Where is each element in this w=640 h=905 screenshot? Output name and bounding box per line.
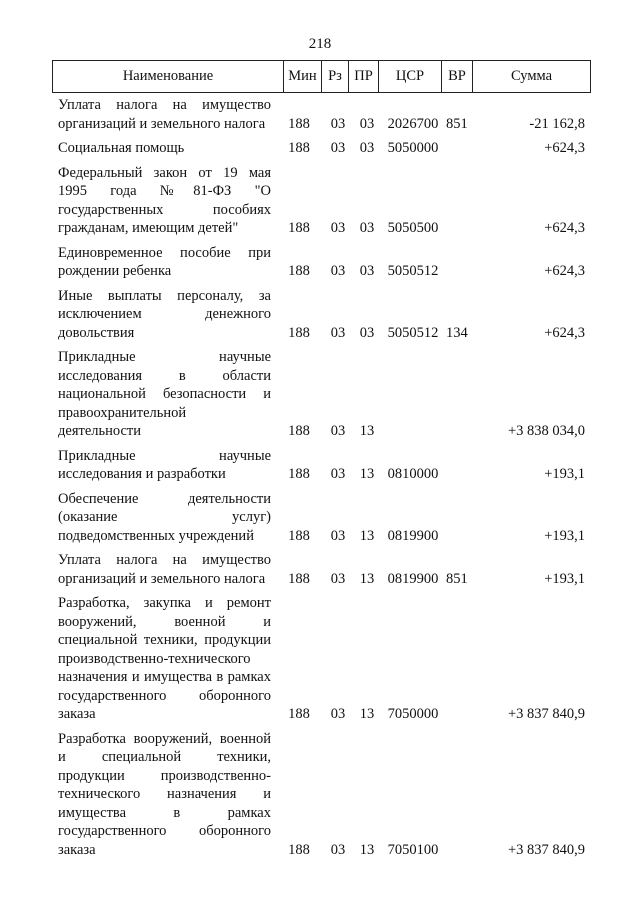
row-pr: 03 xyxy=(359,140,375,156)
table-row xyxy=(52,447,591,484)
row-min: 188 xyxy=(288,423,310,439)
row-csr: 7050100 xyxy=(387,841,439,858)
header-sum: Сумма xyxy=(510,68,553,84)
table-row xyxy=(52,490,591,546)
row-min: 188 xyxy=(288,220,310,236)
row-name: Иные выплаты персоналу, за исключением денежного довольствия xyxy=(58,287,271,341)
table-row xyxy=(52,164,591,238)
table-header xyxy=(52,60,591,93)
row-vr: 134 xyxy=(446,324,468,341)
row-rz: 03 xyxy=(330,263,346,279)
row-csr: 0819900 xyxy=(387,570,439,587)
row-name: Уплата налога на имущество организаций и земельного налога xyxy=(58,97,271,132)
header-rz: Рз xyxy=(322,61,349,92)
row-min: 188 xyxy=(288,324,310,341)
row-pr: 03 xyxy=(359,324,375,341)
row-pr: 13 xyxy=(359,527,375,544)
row-rz: 03 xyxy=(330,527,346,544)
row-sum: +193,1 xyxy=(544,466,585,482)
row-csr: 5050500 xyxy=(387,220,439,236)
row-csr: 5050512 xyxy=(387,263,439,279)
row-sum: -21 162,8 xyxy=(529,115,585,132)
page-number: 218 xyxy=(308,36,332,52)
row-rz: 03 xyxy=(330,841,346,858)
row-csr: 5050512 xyxy=(387,324,439,341)
row-rz: 03 xyxy=(330,140,346,156)
row-sum: +624,3 xyxy=(544,263,585,279)
row-name: Федеральный закон от 19 мая 1995 года №81-ФЗ "О государственных пособиях гражданам, имеющим детей" xyxy=(58,164,271,236)
row-sum: +3 837 840,9 xyxy=(507,841,585,858)
table-row xyxy=(52,348,591,441)
row-csr: 5050000 xyxy=(387,140,439,156)
row-sum: +624,3 xyxy=(544,220,585,236)
table-row xyxy=(52,551,591,588)
row-pr: 13 xyxy=(359,706,375,722)
row-pr: 03 xyxy=(359,115,375,132)
header-name: Наименование xyxy=(53,61,284,92)
row-name: Единовременное пособие при рождении ребенка xyxy=(58,244,271,279)
row-rz: 03 xyxy=(330,220,346,236)
row-pr: 13 xyxy=(359,841,375,858)
row-sum: +624,3 xyxy=(544,324,585,341)
table-body xyxy=(52,96,591,865)
row-vr: 851 xyxy=(446,115,468,132)
table-row xyxy=(52,594,591,724)
table-row xyxy=(52,96,591,133)
row-rz: 03 xyxy=(330,570,346,587)
row-sum: +193,1 xyxy=(544,570,585,587)
row-csr: 0819900 xyxy=(387,527,439,544)
row-sum: +3 838 034,0 xyxy=(507,423,585,439)
row-name: Прикладные научные исследования в области национальной безопасности и правоохранительной деятельности xyxy=(58,349,271,439)
row-name: Социальная помощь xyxy=(58,140,185,156)
row-min: 188 xyxy=(288,841,310,858)
row-min: 188 xyxy=(288,140,310,156)
row-rz: 03 xyxy=(330,706,346,722)
row-name: Обеспечение деятельности (оказание услуг) подведомственных учреждений xyxy=(58,490,271,544)
row-min: 188 xyxy=(288,706,310,722)
row-sum: +3 837 840,9 xyxy=(507,706,585,722)
row-vr: 851 xyxy=(446,570,468,587)
row-min: 188 xyxy=(288,570,310,587)
table-row xyxy=(52,244,591,281)
row-csr: 2026700 xyxy=(387,115,439,132)
table-row xyxy=(52,730,591,860)
row-sum: +624,3 xyxy=(544,140,585,156)
row-sum: +193,1 xyxy=(544,527,585,544)
row-csr: 0810000 xyxy=(387,466,439,482)
row-pr: 03 xyxy=(359,263,375,279)
row-min: 188 xyxy=(288,263,310,279)
row-min: 188 xyxy=(288,466,310,482)
table-row xyxy=(52,287,591,343)
row-rz: 03 xyxy=(330,324,346,341)
row-pr: 13 xyxy=(359,570,375,587)
row-rz: 03 xyxy=(330,423,346,439)
header-min: Мин xyxy=(284,61,322,92)
row-min: 188 xyxy=(288,115,310,132)
row-rz: 03 xyxy=(330,466,346,482)
row-name: Прикладные научные исследования и разработки xyxy=(58,447,271,482)
header-vr: ВР xyxy=(442,61,473,92)
row-csr: 7050000 xyxy=(387,706,439,722)
row-rz: 03 xyxy=(330,115,346,132)
row-pr: 13 xyxy=(359,466,375,482)
header-pr: ПР xyxy=(349,61,379,92)
row-name: Разработка вооружений, военной и специальной техники, продукции производственно-технического назначения и имущества в рамках государственного оборонного заказа xyxy=(58,730,271,858)
row-pr: 13 xyxy=(359,423,375,439)
row-min: 188 xyxy=(288,527,310,544)
row-name: Разработка, закупка и ремонт вооружений, военной и специальной техники, продукции производственно-технического назначения и имущества в рамках государственного оборонного заказа xyxy=(58,595,271,722)
header-csr: ЦСР xyxy=(379,61,442,92)
row-name: Уплата налога на имущество организаций и земельного налога xyxy=(58,552,271,587)
row-pr: 03 xyxy=(359,220,375,236)
table-row xyxy=(52,139,591,158)
